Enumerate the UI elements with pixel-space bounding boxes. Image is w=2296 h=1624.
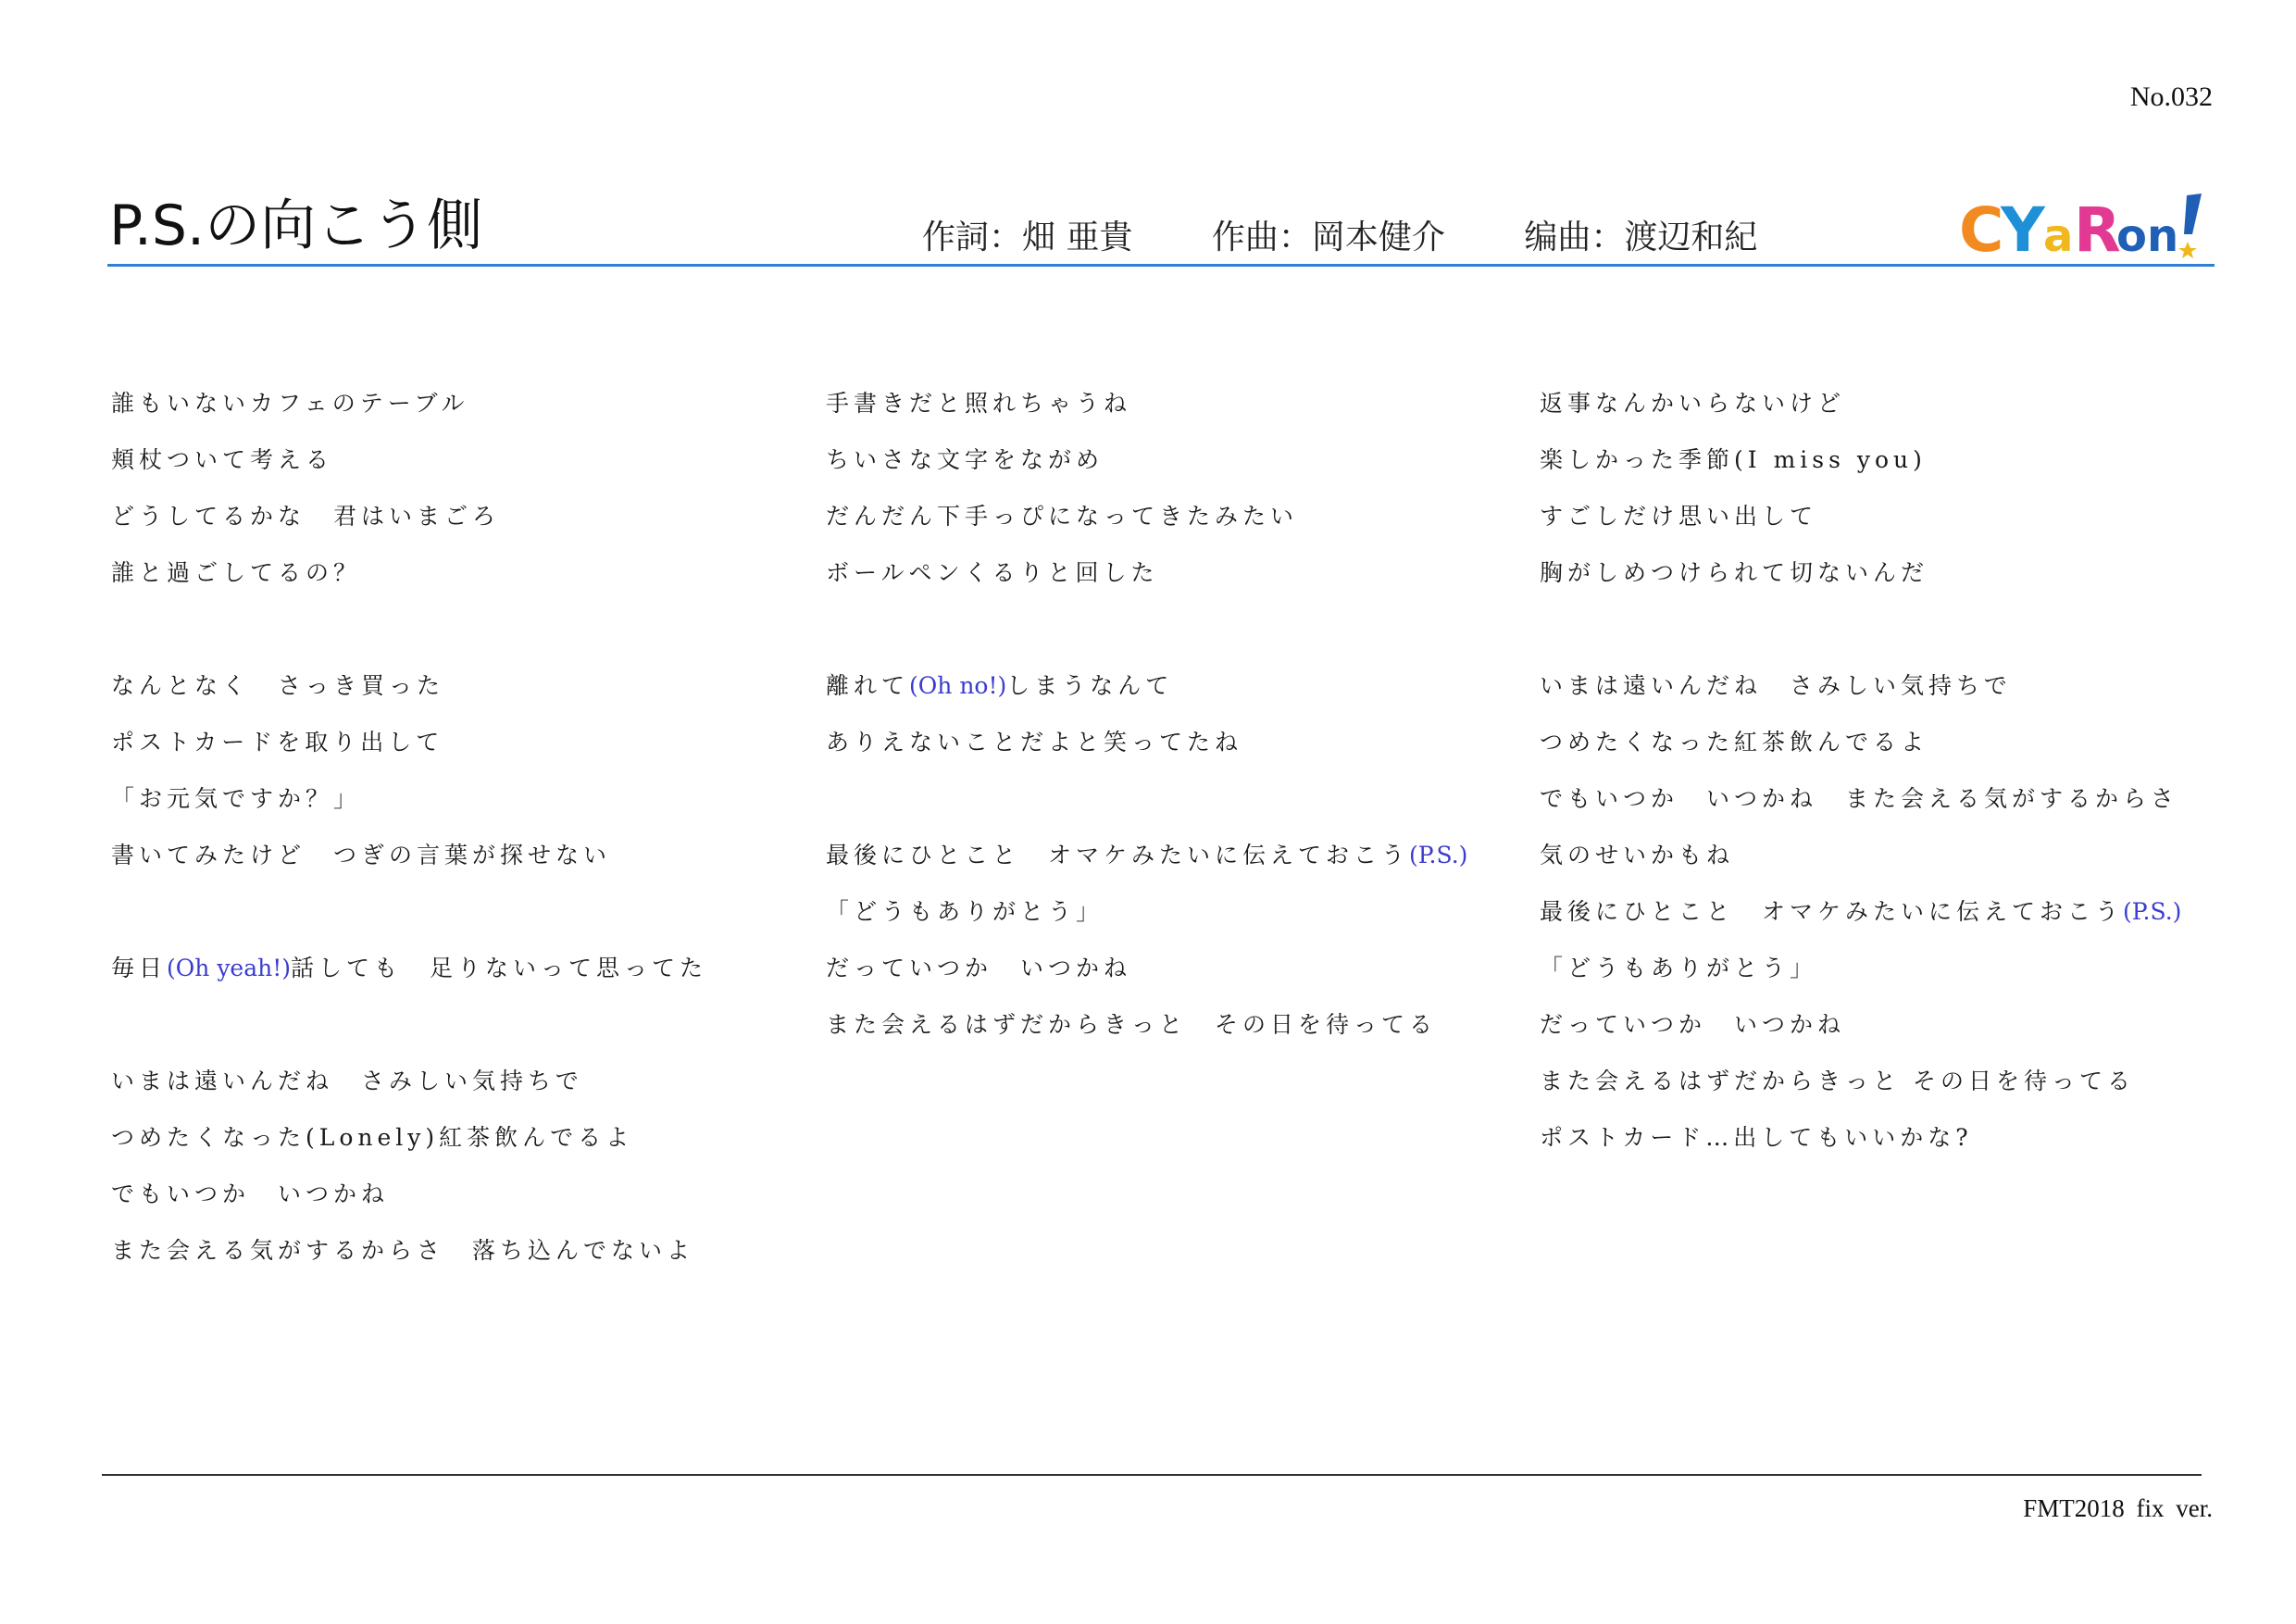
- lyric-line: [111, 544, 796, 601]
- lyric-callout: (Oh no!): [909, 672, 1007, 699]
- lyric-stanza: [1540, 375, 2225, 601]
- lyricist-credit: 作詞：畑 亜貴: [922, 219, 1133, 256]
- lyric-text: だんだん下手っぴになってきたみたい: [826, 503, 1299, 530]
- lyric-text: でもいつか いつかね: [111, 1181, 390, 1207]
- lyric-text: ありえないことだよと笑ってたね: [826, 729, 1243, 756]
- lyrics-column-3: [1540, 375, 2225, 1222]
- lyric-line: [826, 996, 1511, 1053]
- lyric-line: [826, 488, 1511, 544]
- lyric-line: [826, 883, 1511, 940]
- lyric-text: 楽しかった季節(I miss you): [1540, 446, 1927, 473]
- lyric-text: だっていつか いつかね: [1540, 1011, 1846, 1038]
- lyric-line: [111, 488, 796, 544]
- lyric-line: [111, 827, 796, 883]
- lyric-stanza: [826, 375, 1511, 601]
- song-title: P.S.の向こう側: [109, 194, 483, 258]
- lyric-line: [111, 1053, 796, 1109]
- lyric-line: [1540, 544, 2225, 601]
- lyric-text: ポストカード…出してもいいかな?: [1540, 1124, 1973, 1151]
- lyric-text: なんとなく さっき買った: [111, 672, 445, 699]
- lyric-line: [826, 940, 1511, 996]
- lyric-callout: (P.S.): [1409, 842, 1468, 868]
- lyric-stanza: [1540, 657, 2225, 1166]
- lyric-line: [1540, 488, 2225, 544]
- lyric-callout: (P.S.): [2123, 898, 2182, 925]
- cyaron-logo: [1959, 190, 2209, 262]
- lyric-text: また会える気がするからさ 落ち込んでないよ: [111, 1237, 695, 1264]
- logo-letters-on: on: [2116, 210, 2179, 262]
- lyric-line: [826, 827, 1511, 883]
- lyric-line: [1540, 431, 2225, 488]
- arranger-credit: 编曲：渡辺和紀: [1524, 219, 1758, 256]
- lyric-text: だっていつか いつかね: [826, 955, 1132, 981]
- lyric-line: [1540, 883, 2225, 940]
- lyric-line: [111, 1109, 796, 1166]
- format-version: FMT2018 fix ver.: [2023, 1494, 2213, 1522]
- document-number: No.032: [2129, 81, 2213, 112]
- lyric-line: [111, 770, 796, 827]
- lyrics-column-1: [111, 375, 796, 1335]
- lyric-line: [1540, 827, 2225, 883]
- lyric-text: いまは遠いんだね さみしい気持ちで: [111, 1068, 583, 1094]
- lyric-stanza: [111, 657, 796, 883]
- lyric-text: 書いてみたけど つぎの言葉が探せない: [111, 842, 612, 868]
- header-rule: [107, 264, 2215, 267]
- lyric-text: すごしだけ思い出して: [1540, 503, 1818, 530]
- lyric-text: どうしてるかな 君はいまごろ: [111, 503, 501, 530]
- lyric-text: 誰もいないカフェのテーブル: [111, 390, 469, 417]
- lyric-text: 誰と過ごしてるの？: [111, 559, 362, 586]
- lyric-text: また会えるはずだからきっと その日を待ってる: [1540, 1068, 2135, 1094]
- lyric-text: つめたくなった(Lonely)紅茶飲んでるよ: [111, 1124, 634, 1151]
- lyric-text: 気のせいかもね: [1540, 842, 1735, 868]
- lyric-line: [111, 1166, 796, 1222]
- lyric-line: [1540, 657, 2225, 714]
- header: [107, 190, 2215, 268]
- lyric-line: [826, 544, 1511, 601]
- footer-rule: [102, 1474, 2202, 1476]
- logo-letter-r: R: [2074, 194, 2121, 262]
- lyric-line: [826, 431, 1511, 488]
- lyric-stanza: [826, 657, 1511, 770]
- lyric-line: [1540, 375, 2225, 431]
- lyric-line: [111, 1222, 796, 1279]
- logo-exclamation: [2184, 194, 2202, 234]
- lyric-text: いまは遠いんだね さみしい気持ちで: [1540, 672, 2012, 699]
- logo-letter-c: C: [1959, 194, 2004, 262]
- lyric-text: 「どうもありがとう」: [1540, 955, 1818, 981]
- lyric-line: [1540, 1109, 2225, 1166]
- lyric-text: 手書きだと照れちゃうね: [826, 390, 1132, 417]
- lyric-text: つめたくなった紅茶飲んでるよ: [1540, 729, 1929, 756]
- lyric-line: [1540, 1053, 2225, 1109]
- lyric-line: [111, 431, 796, 488]
- lyric-line: [111, 714, 796, 770]
- lyric-text: 最後にひとこと オマケみたいに伝えておこう: [826, 842, 1410, 868]
- lyric-line: [826, 714, 1511, 770]
- lyric-line: [826, 375, 1511, 431]
- lyrics-column-2: [826, 375, 1511, 1109]
- lyric-line: [111, 657, 796, 714]
- logo-letter-y: Y: [2001, 194, 2045, 262]
- logo-star-icon: [2178, 242, 2197, 258]
- lyric-stanza: [111, 1053, 796, 1279]
- lyric-stanza: [111, 375, 796, 601]
- lyric-line: [111, 940, 796, 996]
- lyric-text: ボールペンくるりと回した: [826, 559, 1159, 586]
- lyric-text: ちいさな文字をながめ: [826, 446, 1104, 473]
- lyric-text: 話しても 足りないって思ってた: [291, 955, 708, 981]
- lyric-text: 頬杖ついて考える: [111, 446, 334, 473]
- composer-credit: 作曲：岡本健介: [1211, 219, 1445, 256]
- lyric-line: [1540, 996, 2225, 1053]
- lyric-text: 返事なんかいらないけど: [1540, 390, 1846, 417]
- lyric-line: [111, 375, 796, 431]
- lyric-text: また会えるはずだからきっと その日を待ってる: [826, 1011, 1438, 1038]
- lyric-text: 胸がしめつけられて切ないんだ: [1540, 559, 1929, 586]
- lyric-text: 最後にひとこと オマケみたいに伝えておこう: [1540, 898, 2124, 925]
- lyric-line: [826, 657, 1511, 714]
- lyric-line: [1540, 770, 2225, 827]
- lyric-text: ポストカードを取り出して: [111, 729, 444, 756]
- lyric-text: 「どうもありがとう」: [826, 898, 1104, 925]
- lyric-text: 毎日: [111, 955, 168, 981]
- lyric-stanza: [826, 827, 1511, 1053]
- lyric-text: しまうなんて: [1006, 672, 1174, 699]
- lyric-stanza: [111, 940, 796, 996]
- lyric-callout: (Oh yeah!): [167, 955, 292, 981]
- lyric-text: 「お元気ですか？」: [111, 785, 362, 812]
- lyric-text: 離れて: [826, 672, 910, 699]
- lyric-line: [1540, 940, 2225, 996]
- lyric-text: でもいつか いつかね また会える気がするからさ: [1540, 785, 2179, 812]
- logo-letter-a: a: [2043, 210, 2074, 262]
- lyric-line: [1540, 714, 2225, 770]
- credits: [922, 215, 1757, 261]
